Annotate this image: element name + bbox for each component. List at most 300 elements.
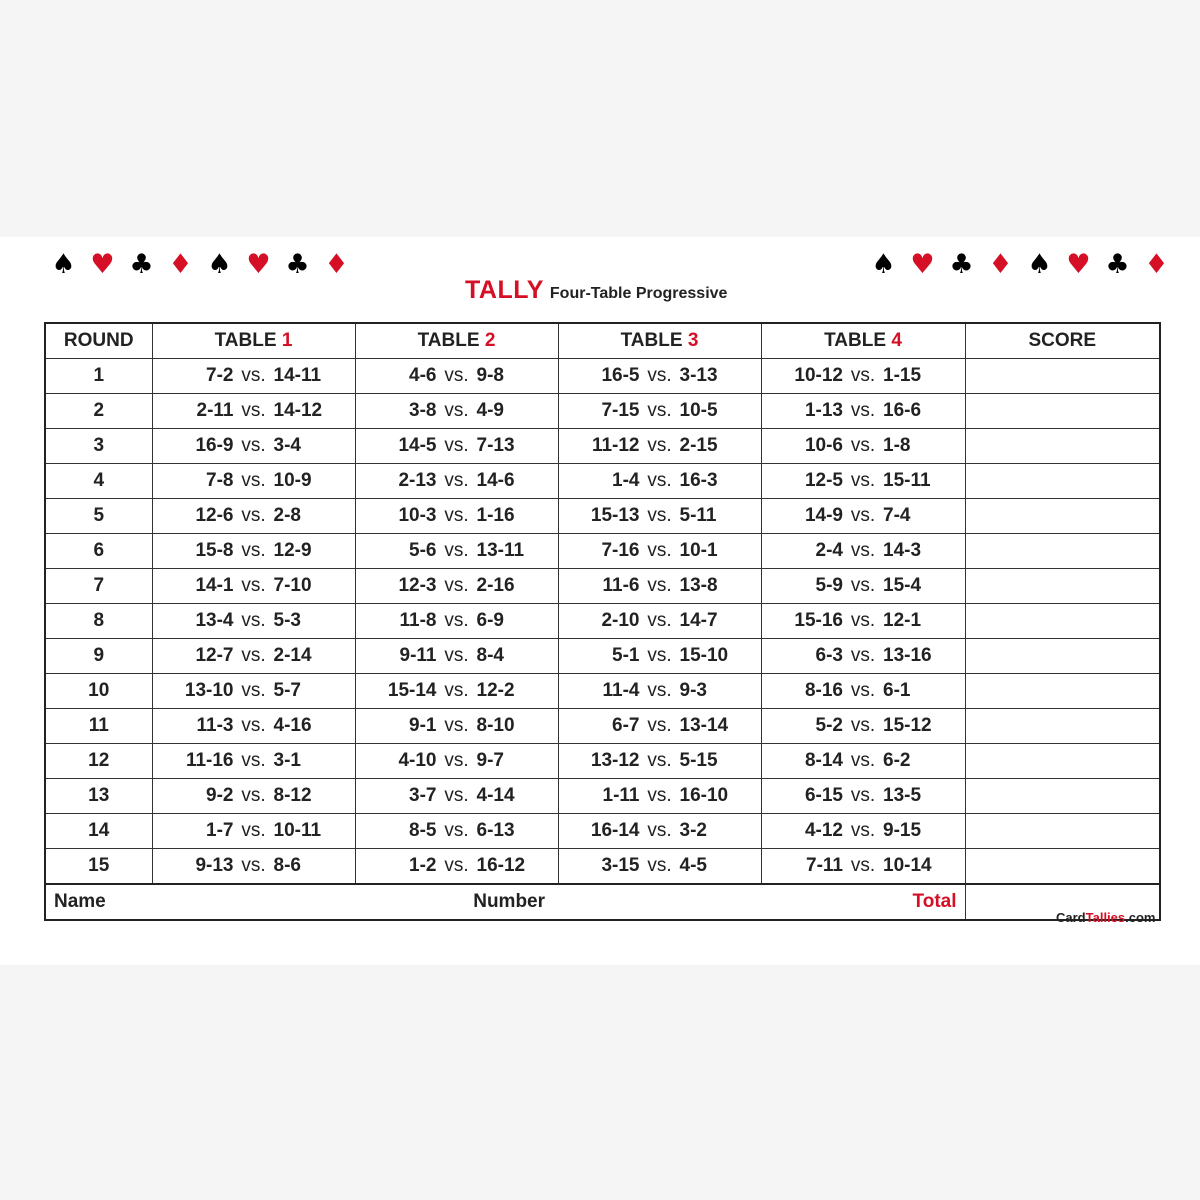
pair-b: 14-7 — [679, 610, 718, 631]
spade-icon: ♠ — [51, 249, 76, 280]
pair-a: 14-9 — [804, 505, 843, 526]
table-row — [45, 569, 1160, 604]
footer-total-label: Total — [912, 891, 957, 912]
round-number: 9 — [45, 639, 152, 674]
match-cell — [761, 849, 965, 885]
pair-a: 5-2 — [815, 715, 843, 736]
tally-title — [465, 276, 727, 305]
match-cell — [761, 534, 965, 569]
vs-label: vs. — [241, 680, 266, 701]
pair-a: 9-2 — [206, 785, 234, 806]
round-number: 14 — [45, 814, 152, 849]
pair-a: 13-10 — [184, 680, 234, 701]
pair-b: 3-2 — [679, 820, 707, 841]
match-cell — [761, 674, 965, 709]
pair-a: 9-11 — [399, 645, 437, 666]
header-row — [45, 323, 1160, 359]
pair-a: 7-8 — [206, 470, 234, 491]
header-round: ROUND — [45, 323, 152, 359]
pair-b: 16-10 — [679, 785, 729, 806]
vs-label: vs. — [647, 540, 672, 561]
table-row — [45, 639, 1160, 674]
header-score: SCORE — [965, 323, 1160, 359]
brand-part2: Tallies — [1085, 910, 1126, 925]
vs-label: vs. — [850, 645, 876, 666]
vs-label: vs. — [241, 820, 266, 841]
match-cell — [558, 604, 761, 639]
score-cell[interactable] — [965, 779, 1160, 814]
score-cell[interactable] — [965, 499, 1160, 534]
pair-b: 14-3 — [883, 540, 922, 561]
match-cell — [355, 639, 558, 674]
match-cell — [558, 464, 761, 499]
pair-a: 13-12 — [590, 750, 640, 771]
match-cell — [152, 709, 355, 744]
footer-number-label: Number — [473, 891, 546, 912]
pair-b: 16-12 — [476, 855, 526, 876]
match-cell — [355, 604, 558, 639]
table-row — [45, 604, 1160, 639]
match-cell — [355, 569, 558, 604]
vs-label: vs. — [647, 365, 672, 386]
vs-label: vs. — [444, 645, 469, 666]
table-row — [45, 849, 1160, 885]
footer-labels-cell — [45, 884, 965, 920]
pair-a: 14-5 — [398, 435, 437, 456]
pair-b: 2-8 — [273, 505, 301, 526]
pair-b: 2-14 — [273, 645, 312, 666]
heart-icon: ♥ — [1066, 249, 1091, 280]
pair-b: 8-6 — [273, 855, 301, 876]
score-cell[interactable] — [965, 849, 1160, 885]
pair-a: 13-4 — [195, 610, 234, 631]
vs-label: vs. — [850, 400, 876, 421]
pair-b: 4-16 — [273, 715, 312, 736]
pair-a: 8-5 — [409, 820, 437, 841]
vs-label: vs. — [444, 400, 469, 421]
match-cell — [355, 464, 558, 499]
match-cell — [152, 499, 355, 534]
vs-label: vs. — [850, 365, 876, 386]
pair-b: 4-14 — [476, 785, 515, 806]
match-cell — [761, 779, 965, 814]
pair-b: 13-8 — [679, 575, 718, 596]
round-number: 3 — [45, 429, 152, 464]
pair-b: 12-1 — [883, 610, 922, 631]
match-cell — [558, 534, 761, 569]
pair-a: 15-8 — [195, 540, 234, 561]
vs-label: vs. — [647, 575, 672, 596]
vs-label: vs. — [444, 435, 469, 456]
title-main: TALLY — [465, 276, 544, 304]
vs-label: vs. — [850, 470, 876, 491]
table-row — [45, 779, 1160, 814]
round-number: 13 — [45, 779, 152, 814]
vs-label: vs. — [241, 400, 266, 421]
tally-table — [44, 322, 1161, 921]
pair-b: 15-12 — [883, 715, 932, 736]
score-cell[interactable] — [965, 569, 1160, 604]
suits-left — [44, 250, 356, 280]
match-cell — [152, 744, 355, 779]
pair-a: 7-15 — [601, 400, 640, 421]
vs-label: vs. — [241, 540, 266, 561]
pair-b: 10-5 — [679, 400, 718, 421]
diamond-icon: ♦ — [324, 249, 349, 280]
vs-label: vs. — [647, 750, 672, 771]
round-number: 8 — [45, 604, 152, 639]
pair-a: 12-6 — [195, 505, 234, 526]
pair-b: 9-3 — [679, 680, 707, 701]
vs-label: vs. — [241, 575, 266, 596]
match-cell — [761, 499, 965, 534]
club-icon: ♣ — [949, 249, 974, 280]
match-cell — [558, 499, 761, 534]
vs-label: vs. — [647, 715, 672, 736]
brand-logo — [1056, 910, 1155, 925]
spade-icon: ♠ — [871, 249, 896, 280]
pair-b: 13-16 — [883, 645, 932, 666]
match-cell — [761, 464, 965, 499]
match-cell — [152, 639, 355, 674]
pair-b: 6-1 — [883, 680, 911, 701]
pair-b: 7-13 — [476, 435, 515, 456]
pair-b: 2-15 — [679, 435, 718, 456]
pair-a: 11-8 — [399, 610, 437, 631]
pair-a: 16-14 — [590, 820, 640, 841]
vs-label: vs. — [850, 855, 876, 876]
pair-b: 3-13 — [679, 365, 718, 386]
match-cell — [152, 534, 355, 569]
header-table-word: TABLE — [824, 330, 887, 351]
round-number: 15 — [45, 849, 152, 885]
header-table-number: 1 — [281, 330, 293, 351]
pair-b: 6-2 — [883, 750, 911, 771]
pair-b: 1-16 — [476, 505, 515, 526]
pair-b: 5-7 — [273, 680, 301, 701]
vs-label: vs. — [850, 505, 876, 526]
pair-a: 12-5 — [804, 470, 843, 491]
match-cell — [761, 639, 965, 674]
pair-a: 11-16 — [185, 750, 234, 771]
round-number: 10 — [45, 674, 152, 709]
pair-b: 3-4 — [273, 435, 301, 456]
pair-b: 16-6 — [883, 400, 922, 421]
round-number: 5 — [45, 499, 152, 534]
table-row — [45, 359, 1160, 394]
match-cell — [558, 744, 761, 779]
pair-a: 15-14 — [387, 680, 437, 701]
pair-a: 12-7 — [195, 645, 234, 666]
vs-label: vs. — [444, 505, 469, 526]
header-table-2 — [355, 323, 558, 359]
header-table-number: 4 — [891, 330, 902, 351]
vs-label: vs. — [444, 785, 469, 806]
match-cell — [152, 429, 355, 464]
vs-label: vs. — [647, 820, 672, 841]
club-icon: ♣ — [285, 249, 310, 280]
pair-a: 4-10 — [398, 750, 437, 771]
vs-label: vs. — [850, 540, 876, 561]
pair-a: 10-3 — [398, 505, 437, 526]
score-cell[interactable] — [965, 814, 1160, 849]
pair-a: 3-15 — [601, 855, 640, 876]
pair-a: 11-6 — [602, 575, 640, 596]
round-number: 11 — [45, 709, 152, 744]
vs-label: vs. — [647, 855, 672, 876]
pair-a: 3-7 — [409, 785, 437, 806]
pair-b: 13-5 — [883, 785, 922, 806]
vs-label: vs. — [241, 715, 266, 736]
match-cell — [152, 604, 355, 639]
vs-label: vs. — [850, 820, 876, 841]
match-cell — [355, 814, 558, 849]
vs-label: vs. — [444, 610, 469, 631]
score-cell[interactable] — [965, 394, 1160, 429]
vs-label: vs. — [850, 785, 876, 806]
match-cell — [558, 779, 761, 814]
table-row — [45, 674, 1160, 709]
pair-a: 1-2 — [409, 855, 437, 876]
pair-a: 15-13 — [590, 505, 640, 526]
match-cell — [152, 569, 355, 604]
match-cell — [558, 674, 761, 709]
pair-b: 4-9 — [476, 400, 504, 421]
pair-b: 16-3 — [679, 470, 718, 491]
vs-label: vs. — [241, 365, 266, 386]
pair-b: 1-15 — [883, 365, 922, 386]
match-cell — [152, 674, 355, 709]
score-cell[interactable] — [965, 359, 1160, 394]
pair-b: 10-1 — [679, 540, 718, 561]
pair-a: 7-11 — [806, 855, 843, 876]
pair-b: 15-11 — [883, 470, 931, 491]
pair-a: 11-12 — [591, 435, 640, 456]
match-cell — [558, 814, 761, 849]
match-cell — [761, 394, 965, 429]
vs-label: vs. — [241, 435, 266, 456]
pair-a: 6-7 — [612, 715, 640, 736]
score-cell[interactable] — [965, 534, 1160, 569]
vs-label: vs. — [241, 645, 266, 666]
diamond-icon: ♦ — [168, 249, 193, 280]
pair-b: 15-4 — [883, 575, 922, 596]
pair-b: 2-16 — [476, 575, 515, 596]
vs-label: vs. — [647, 435, 672, 456]
match-cell — [355, 394, 558, 429]
pair-b: 7-4 — [883, 505, 911, 526]
pair-a: 4-12 — [804, 820, 843, 841]
pair-b: 9-8 — [476, 365, 504, 386]
pair-a: 10-12 — [794, 365, 843, 386]
table-row — [45, 499, 1160, 534]
pair-b: 14-6 — [476, 470, 515, 491]
vs-label: vs. — [647, 610, 672, 631]
heart-icon: ♥ — [910, 249, 935, 280]
match-cell — [761, 569, 965, 604]
pair-a: 2-4 — [815, 540, 843, 561]
header-table-4 — [761, 323, 965, 359]
pair-b: 10-9 — [273, 470, 312, 491]
pair-a: 2-13 — [398, 470, 437, 491]
score-cell[interactable] — [965, 674, 1160, 709]
pair-b: 10-11 — [273, 820, 322, 841]
vs-label: vs. — [647, 400, 672, 421]
vs-label: vs. — [241, 610, 266, 631]
club-icon: ♣ — [129, 249, 154, 280]
match-cell — [152, 464, 355, 499]
vs-label: vs. — [444, 750, 469, 771]
vs-label: vs. — [444, 575, 469, 596]
pair-a: 7-2 — [206, 365, 234, 386]
pair-b: 5-15 — [679, 750, 718, 771]
pair-b: 9-7 — [476, 750, 504, 771]
vs-label: vs. — [647, 645, 672, 666]
match-cell — [761, 744, 965, 779]
pair-a: 6-3 — [815, 645, 843, 666]
diamond-icon: ♦ — [1144, 249, 1169, 280]
pair-a: 7-16 — [601, 540, 640, 561]
score-cell[interactable] — [965, 464, 1160, 499]
vs-label: vs. — [241, 750, 266, 771]
pair-b: 8-4 — [476, 645, 504, 666]
pair-b: 13-11 — [476, 540, 525, 561]
match-cell — [761, 604, 965, 639]
round-number: 4 — [45, 464, 152, 499]
tally-body — [45, 359, 1160, 885]
match-cell — [558, 359, 761, 394]
vs-label: vs. — [850, 610, 876, 631]
table-row — [45, 429, 1160, 464]
header-table-1 — [152, 323, 355, 359]
pair-b: 8-10 — [476, 715, 515, 736]
match-cell — [558, 709, 761, 744]
title-sub: Four-Table Progressive — [549, 285, 728, 302]
match-cell — [558, 394, 761, 429]
round-number: 12 — [45, 744, 152, 779]
round-number: 2 — [45, 394, 152, 429]
match-cell — [558, 639, 761, 674]
vs-label: vs. — [241, 470, 266, 491]
vs-label: vs. — [241, 855, 266, 876]
pair-b: 3-1 — [273, 750, 301, 771]
pair-a: 6-15 — [804, 785, 843, 806]
pair-b: 6-9 — [476, 610, 504, 631]
pair-a: 12-3 — [398, 575, 437, 596]
table-row — [45, 394, 1160, 429]
pair-a: 8-14 — [804, 750, 843, 771]
pair-b: 10-14 — [883, 855, 932, 876]
pair-a: 5-9 — [815, 575, 843, 596]
vs-label: vs. — [647, 505, 672, 526]
heart-icon: ♥ — [246, 249, 271, 280]
score-cell[interactable] — [965, 604, 1160, 639]
pair-a: 9-1 — [409, 715, 437, 736]
score-cell[interactable] — [965, 709, 1160, 744]
pair-b: 9-15 — [883, 820, 922, 841]
score-cell[interactable] — [965, 429, 1160, 464]
vs-label: vs. — [444, 365, 469, 386]
pair-a: 11-3 — [196, 715, 234, 736]
brand-part3: .com — [1125, 910, 1156, 925]
match-cell — [761, 814, 965, 849]
vs-label: vs. — [647, 470, 672, 491]
pair-b: 1-8 — [883, 435, 911, 456]
match-cell — [355, 499, 558, 534]
match-cell — [558, 569, 761, 604]
heart-icon: ♥ — [90, 249, 115, 280]
vs-label: vs. — [850, 575, 876, 596]
header-table-number: 2 — [484, 330, 496, 351]
pair-b: 15-10 — [679, 645, 729, 666]
vs-label: vs. — [444, 820, 469, 841]
match-cell — [355, 534, 558, 569]
score-cell[interactable] — [965, 744, 1160, 779]
spade-icon: ♠ — [1027, 249, 1052, 280]
match-cell — [355, 744, 558, 779]
pair-b: 7-10 — [273, 575, 312, 596]
table-row — [45, 534, 1160, 569]
header-table-word: TABLE — [620, 330, 683, 351]
match-cell — [152, 849, 355, 885]
vs-label: vs. — [241, 785, 266, 806]
pair-a: 16-9 — [195, 435, 234, 456]
match-cell — [355, 429, 558, 464]
footer-name-label: Name — [54, 891, 106, 912]
header-table-3 — [558, 323, 761, 359]
table-row — [45, 814, 1160, 849]
pair-a: 4-6 — [409, 365, 437, 386]
pair-a: 2-10 — [601, 610, 640, 631]
table-row — [45, 464, 1160, 499]
pair-b: 5-11 — [679, 505, 717, 526]
match-cell — [355, 359, 558, 394]
match-cell — [152, 359, 355, 394]
pair-a: 14-1 — [195, 575, 234, 596]
pair-b: 13-14 — [679, 715, 729, 736]
pair-a: 5-6 — [409, 540, 437, 561]
footer-row — [45, 884, 1160, 920]
pair-a: 2-11 — [196, 400, 234, 421]
header-table-word: TABLE — [214, 330, 277, 351]
score-cell[interactable] — [965, 639, 1160, 674]
match-cell — [761, 359, 965, 394]
table-row — [45, 709, 1160, 744]
table-row — [45, 744, 1160, 779]
pair-b: 12-9 — [273, 540, 312, 561]
vs-label: vs. — [444, 470, 469, 491]
vs-label: vs. — [444, 715, 469, 736]
match-cell — [152, 779, 355, 814]
match-cell — [152, 394, 355, 429]
pair-a: 5-1 — [612, 645, 640, 666]
vs-label: vs. — [850, 435, 876, 456]
vs-label: vs. — [444, 540, 469, 561]
match-cell — [761, 429, 965, 464]
pair-a: 16-5 — [601, 365, 640, 386]
pair-b: 5-3 — [273, 610, 301, 631]
vs-label: vs. — [444, 680, 469, 701]
match-cell — [152, 814, 355, 849]
pair-a: 10-6 — [804, 435, 843, 456]
pair-a: 1-11 — [602, 785, 640, 806]
pair-b: 8-12 — [273, 785, 312, 806]
match-cell — [558, 849, 761, 885]
header-table-number: 3 — [687, 330, 699, 351]
pair-a: 8-16 — [804, 680, 843, 701]
round-number: 6 — [45, 534, 152, 569]
pair-a: 1-4 — [612, 470, 640, 491]
